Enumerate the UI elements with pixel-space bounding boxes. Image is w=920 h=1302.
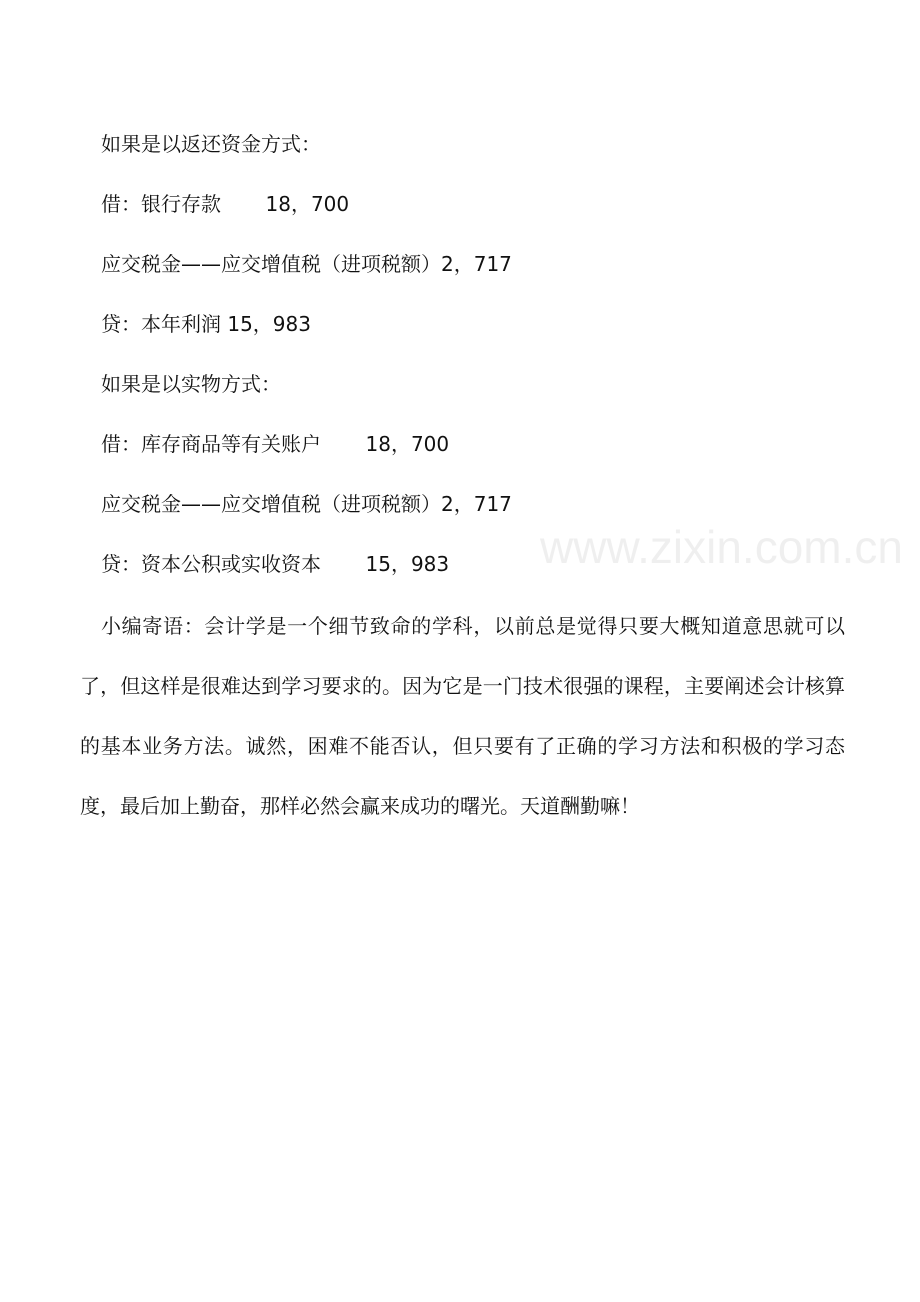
heading-goods-method: 如果是以实物方式： (101, 372, 281, 396)
watermark: www.zixin.com.cn (540, 521, 903, 573)
entry-credit-capital: 贷：资本公积或实收资本 15，983 (101, 552, 450, 576)
entry-tax-payable-1: 应交税金——应交增值税（进项税额）2，717 (101, 252, 512, 276)
heading-refund-method: 如果是以返还资金方式： (101, 132, 321, 156)
editor-note-paragraph: 小编寄语：会计学是一个细节致命的学科，以前总是觉得只要大概知道意思就可以了，但这样是很难达到学习要求的。因为它是一门技术很强的课程，主要阐述会计核算的基本业务方法。诚然，困难不能否认，但只要有了正确的学习方法和积极的学习态度，最后加上勤奋，那样必然会赢来成功的曙光。天道酬勤嘛！ (80, 614, 845, 818)
entry-debit-inventory: 借：库存商品等有关账户 18，700 (101, 432, 450, 456)
entry-debit-bank-deposit: 借：银行存款 18，700 (101, 192, 350, 216)
entry-tax-payable-2: 应交税金——应交增值税（进项税额）2，717 (101, 492, 512, 516)
entry-credit-profit: 贷：本年利润 15，983 (101, 312, 311, 336)
